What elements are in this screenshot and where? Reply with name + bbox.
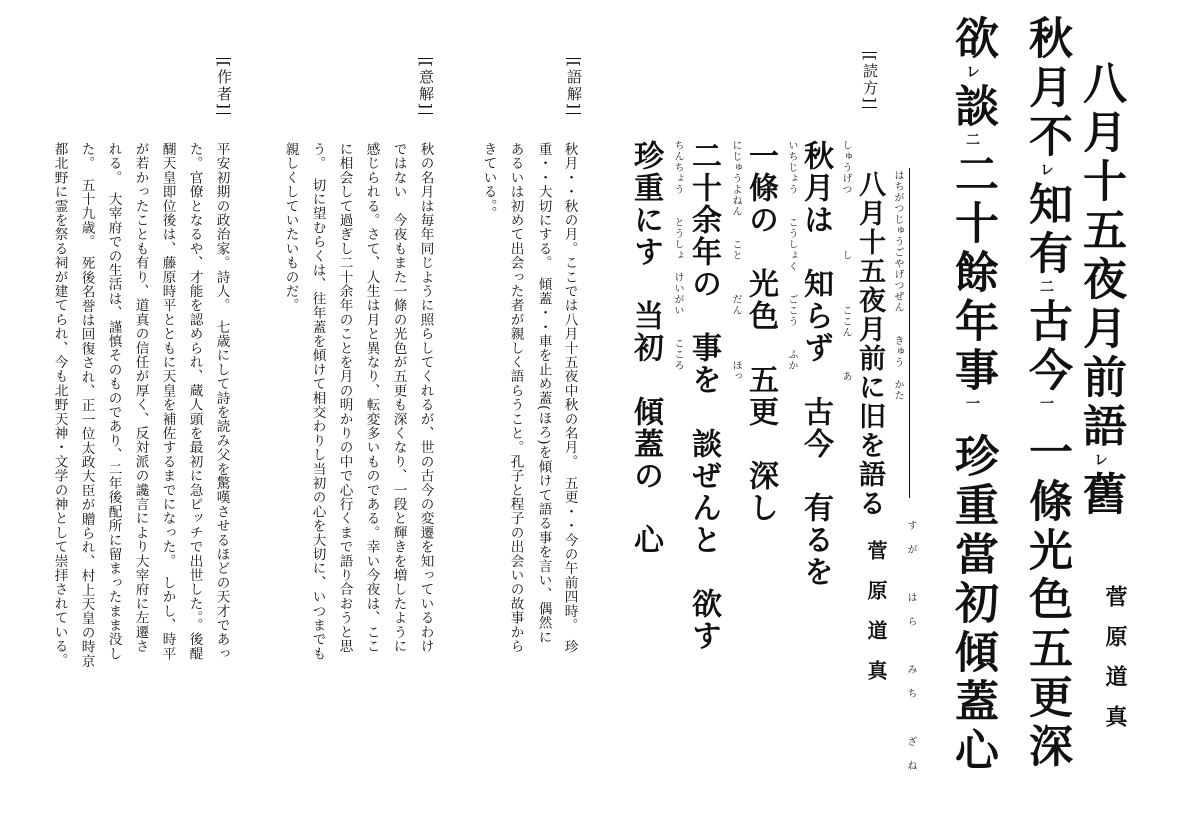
reading-col1-ruby: しゅうげつ し ここん あ [840,140,851,382]
poem-line-1 [1075,60,1126,520]
sakusha-line: が若かったことも有り、道真の信任が厚く、反対派の讒言により大宰府に左遷さ [132,142,149,654]
ikai-line: 感じられる。さて、人生は月と異なり、転変多いものである。幸い今夜は、ここ [363,142,380,654]
kaeriten-mark: レ [1092,452,1108,471]
kaeriten-mark: 二 [1038,279,1054,298]
ikai-line: に相会して過ぎし二十余年のことを月の明かりの中で心行くまで語り合おうと思 [336,142,353,654]
poem-line-1-text: 八月十五夜月前語 [1075,60,1126,452]
reading-col2: 一條の 光色 五更 深し [743,140,778,524]
reading-col4: 珍重にす 当初 傾蓋の 心 [628,140,663,556]
poem-line-3-b: 談 [947,83,998,132]
poem-line-3-tail: 珍重當初傾蓋心 [947,433,998,776]
kaeriten-mark: 一 [1038,396,1054,415]
poem-author: 菅原道真 [1102,585,1128,745]
poem-line-3 [947,15,998,776]
poem-line-2-tail: 一條光色五更深 [1021,429,1072,772]
reading-col2-ruby: いちじょう こうしょく ごこう ふか [786,140,797,371]
reading-col4-ruby: ちんちょう とうしょ けいがい こころ [672,140,683,371]
reading-title: 八月十五夜月前に旧を語る [854,170,885,518]
label-sakusha: [作者] [216,58,231,114]
poem-line-2-c: 古今 [1021,298,1072,396]
poem-line-2-b: 知有 [1021,181,1072,279]
kaeriten-mark: 二 [964,132,980,151]
reading-col1: 秋月は 知らず 古今 有るを [798,140,833,588]
poem-line-1-end: 舊 [1075,471,1126,520]
sakusha-line: 都北野に霊を祭る祠が建てられ、今も北野天神・文学の神として崇拝されている。 [51,142,68,668]
sakusha-line: た。 五十九歳。 死後名誉は回復され、正一位太政大臣が贈られ、村上天皇の時京 [78,142,95,668]
reading-title-ruby: はちがつじゅうごやげつぜん きゅう かた [892,170,903,401]
ruby-divider [909,168,910,498]
gokai-line: あるいは初めて出会った者が親しく語らうこと。孔子と程子の出会いの故事から [507,142,524,654]
sakusha-line: 平安初期の政治家。詩人。 七歳にして詩を読み父を驚嘆させるほどの天才であっ [213,142,230,661]
sakusha-line: 醐天皇即位後は、藤原時平とともに天皇を補佐するまでになった。 しかし、時平 [159,142,176,661]
kaeriten-mark: 一 [964,396,980,415]
poem-line-3-c: 二十餘年事 [947,151,998,396]
ikai-line: ではない 今夜もまた一條の光色が五更も深くなり、一段と輝きを増したように [390,142,407,654]
sakusha-line: れる。 大宰府での生活は、謹慎そのものであり、二年後配所に留まったまま没し [105,142,122,661]
label-gokai: [語解] [566,58,581,114]
reading-col3: 二十余年の 事を 談ぜんと 欲す [686,140,721,652]
ikai-line: 親しくしていたいものだ。 [282,142,299,313]
poem-line-2-a: 秋月不 [1021,15,1072,162]
reading-author: 菅原道真 [864,540,888,700]
reading-col3-ruby: にじゅうよねん こと だん ほっ [730,140,741,382]
ikai-line: 秋の名月は毎年同じように照らしてくれるが、世の古今の変遷を知っているわけ [417,142,434,654]
kaeriten-mark: レ [1038,162,1054,181]
label-reading: [読方] [862,52,877,108]
ikai-line: う。 切に望むらくは、往年蓋を傾けて相交わりし当初の心を大切に、いつまでも [309,142,326,661]
reading-author-ruby: すが はら みち ざね [905,520,916,784]
poem-line-3-a: 欲 [947,15,998,64]
poem-line-2 [1021,15,1072,772]
sakusha-line: た。官僚となるや、才能を認められ、蔵人頭を最初に急ピッチで出世した。。後醍 [186,142,203,661]
label-ikai: [意解] [418,58,433,114]
kaeriten-mark: レ [964,64,980,83]
gokai-line: 重・・大切にする。 傾蓋・・車を止め蓋(ほろ)を傾けて語る事を言い、偶然に [535,142,552,645]
gokai-line: 秋月・・秋の月。ここでは八月十五夜中秋の名月。 五更・・今の午前四時。 珍 [561,142,578,654]
gokai-line: きている。。 [480,142,497,221]
